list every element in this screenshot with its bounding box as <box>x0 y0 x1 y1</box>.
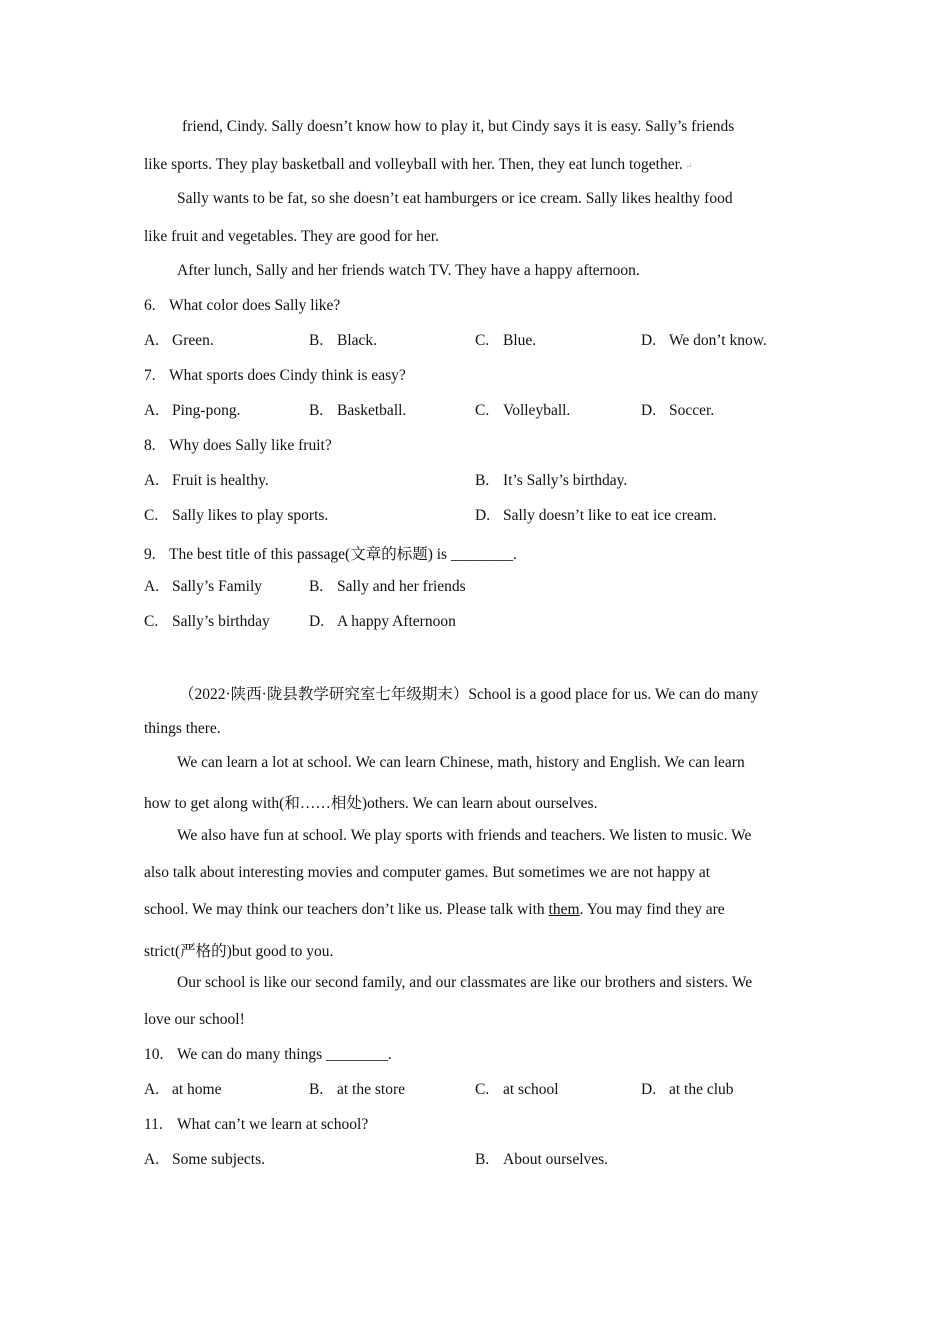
question-text: What color does Sally like? <box>169 297 341 314</box>
option-c[interactable]: C. Blue. <box>475 332 537 349</box>
question-number: 9. <box>144 546 156 563</box>
option-b[interactable]: B. Basketball. <box>309 402 407 419</box>
question-number: 8. <box>144 437 156 454</box>
passage2-line: love our school! <box>144 1011 245 1028</box>
passage2-line: We can learn a lot at school. We can learn Chinese, math, history and English. We can learn <box>177 754 745 771</box>
question-6 <box>144 297 340 315</box>
question-text: What can’t we learn at school? <box>177 1116 369 1133</box>
question-8 <box>144 437 332 455</box>
option-b[interactable]: B. About ourselves. <box>475 1151 609 1168</box>
underlined-word: them <box>548 901 580 918</box>
option-a[interactable]: A. Some subjects. <box>144 1151 265 1168</box>
question-9 <box>144 542 517 564</box>
passage2-line: strict(严格的)but good to you. <box>144 943 334 960</box>
question-text: The best title of this passage(文章的标题) is ________. <box>169 546 517 563</box>
option-c[interactable]: C. Volleyball. <box>475 402 571 419</box>
option-d[interactable]: D. at the club <box>641 1081 734 1098</box>
question-number: 7. <box>144 367 156 384</box>
question-number: 10. <box>144 1046 164 1063</box>
question-text: We can do many things ________. <box>177 1046 392 1063</box>
passage2-line: how to get along with(和……相处)others. We can learn about ourselves. <box>144 795 598 812</box>
option-a[interactable]: A. Green. <box>144 332 214 349</box>
passage1-line: friend, Cindy. Sally doesn’t know how to play it, but Cindy says it is easy. Sally’s friends <box>182 118 735 135</box>
option-b[interactable]: B. Sally and her friends <box>309 578 466 595</box>
option-b[interactable]: B. It’s Sally’s birthday. <box>475 472 628 489</box>
option-c[interactable]: C. at school <box>475 1081 559 1098</box>
option-b[interactable]: B. at the store <box>309 1081 406 1098</box>
question-number: 11. <box>144 1116 163 1133</box>
option-a[interactable]: A. Sally’s Family <box>144 578 262 595</box>
option-d[interactable]: D. Soccer. <box>641 402 715 419</box>
passage1-line: like fruit and vegetables. They are good for her. <box>144 228 439 245</box>
option-c[interactable]: C. Sally’s birthday <box>144 613 270 630</box>
passage1-line: After lunch, Sally and her friends watch TV. They have a happy afternoon. <box>177 262 640 279</box>
question-10 <box>144 1046 392 1064</box>
passage2-line: We also have fun at school. We play sports with friends and teachers. We listen to music. We <box>177 827 752 844</box>
option-d[interactable]: D. We don’t know. <box>641 332 767 349</box>
passage2-line: （2022·陕西·陇县教学研究室七年级期末）School is a good place for us. We can do many <box>179 686 759 703</box>
option-b[interactable]: B. Black. <box>309 332 378 349</box>
option-d[interactable]: D. A happy Afternoon <box>309 613 456 630</box>
passage2-line: Our school is like our second family, and our classmates are like our brothers and sisters. We <box>177 974 753 991</box>
passage1-line: like sports. They play basketball and volleyball with her. Then, they eat lunch together. ↵ <box>144 156 693 173</box>
passage2-line: things there. <box>144 720 221 737</box>
question-7 <box>144 367 406 385</box>
option-a[interactable]: A. Fruit is healthy. <box>144 472 269 489</box>
passage2-line: also talk about interesting movies and computer games. But sometimes we are not happy at <box>144 864 711 881</box>
option-d[interactable]: D. Sally doesn’t like to eat ice cream. <box>475 507 717 524</box>
option-a[interactable]: A. Ping-pong. <box>144 402 241 419</box>
question-number: 6. <box>144 297 156 314</box>
question-text: What sports does Cindy think is easy? <box>169 367 406 384</box>
passage1-line: Sally wants to be fat, so she doesn’t eat hamburgers or ice cream. Sally likes healthy food <box>177 190 733 207</box>
option-a[interactable]: A. at home <box>144 1081 222 1098</box>
passage2-line: school. We may think our teachers don’t like us. Please talk with them. You may find they are <box>144 901 725 918</box>
question-text: Why does Sally like fruit? <box>169 437 332 454</box>
option-c[interactable]: C. Sally likes to play sports. <box>144 507 329 524</box>
question-11 <box>144 1116 368 1134</box>
